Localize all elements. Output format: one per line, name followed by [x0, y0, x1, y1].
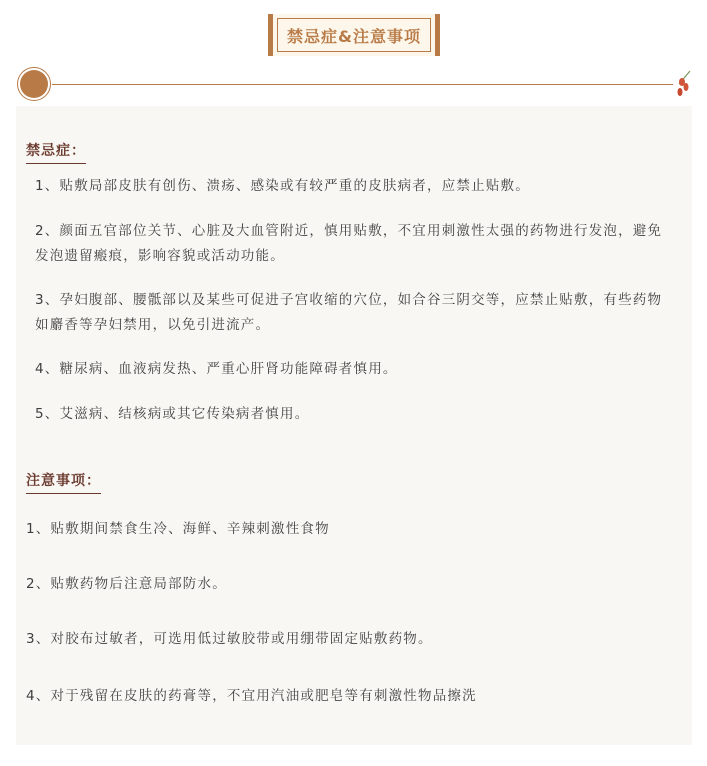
goji-berry-icon [673, 70, 693, 102]
list-item: 5、艾滋病、结核病或其它传染病者慎用。 [35, 406, 310, 422]
list-item: 2、颜面五官部位关节、心脏及大血管附近，慎用贴敷，不宜用刺激性太强的药物进行发泡，避免发泡遗留瘢痕，影响容貌或活动功能。 [35, 223, 663, 264]
divider [52, 84, 673, 85]
list-item: 4、糖尿病、血液病发热、严重心肝肾功能障碍者慎用。 [35, 361, 398, 377]
contraindications-heading: 禁忌症： [26, 140, 86, 164]
list-item: 3、孕妇腹部、腰骶部以及某些可促进子宫收缩的穴位，如合谷三阴交等，应禁止贴敷，有些药物如麝香等孕妇禁用，以免引进流产。 [35, 292, 663, 333]
list-item: 1、贴敷局部皮肤有创伤、溃疡、感染或有较严重的皮肤病者，应禁止贴敷。 [35, 178, 530, 194]
content-panel [16, 106, 692, 745]
list-item: 4、对于残留在皮肤的药膏等，不宜用汽油或肥皂等有刺激性物品擦洗 [26, 688, 477, 704]
circle-ornament-icon [17, 67, 51, 101]
list-item: 1、贴敷期间禁食生冷、海鲜、辛辣刺激性食物 [26, 521, 330, 537]
precautions-heading: 注意事项： [26, 470, 101, 494]
title-banner [268, 14, 440, 56]
list-item: 2、贴敷药物后注意局部防水。 [26, 576, 227, 592]
page-title: 禁忌症&注意事项 [277, 18, 431, 52]
list-item: 3、对胶布过敏者，可选用低过敏胶带或用绷带固定贴敷药物。 [26, 631, 433, 647]
